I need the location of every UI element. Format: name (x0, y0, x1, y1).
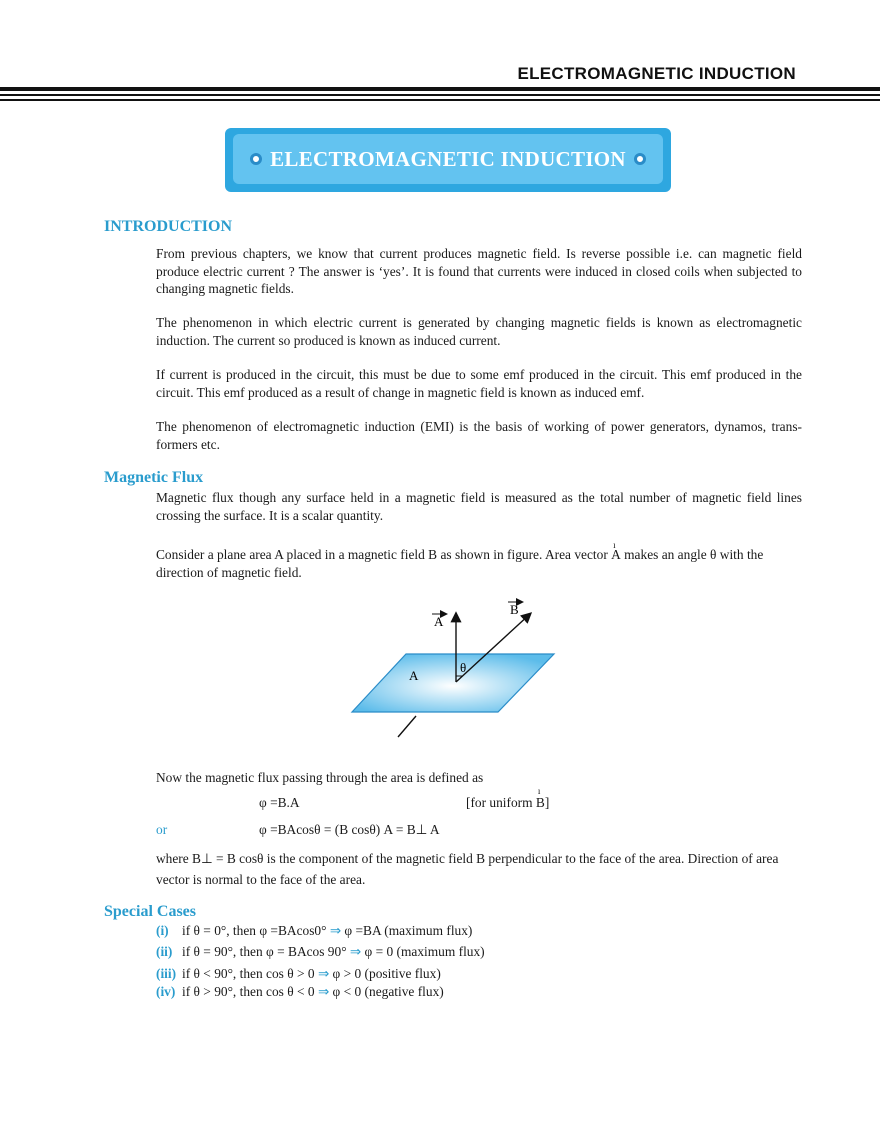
or-label: or (156, 822, 168, 837)
intro-paragraph-3: If current is produced in the circuit, this must be due to some emf produced in the circuit. This emf produced in the circuit. This emf produced as a result of change in magnetic field is known as induced emf. (156, 367, 802, 400)
flux-paragraph-2: Consider a plane area A placed in a magnetic field B as shown in figure. Area vector ı A makes an angle θ with the direction of magnetic field. (156, 546, 802, 581)
implies-arrow-icon: ⇒ (349, 944, 362, 959)
flux-paragraph-1: Magnetic flux though any surface held in a magnetic field is measured as the total number of magnetic field lines crossing the surface. It is a scalar quantity. (156, 490, 802, 523)
flux-heading: Magnetic Flux (104, 469, 204, 486)
implies-arrow-icon: ⇒ (317, 984, 330, 999)
special-case-item: (ii) if θ = 90°, then φ = BAcos 90° ⇒ φ = 0 (maximum flux) (156, 944, 485, 959)
implies-arrow-icon: ⇒ (317, 966, 330, 981)
case-label: (iv) (156, 984, 176, 999)
bullet-icon (634, 153, 646, 165)
field-line-lower (398, 716, 416, 737)
theta-label: θ (460, 660, 467, 675)
running-header: ELECTROMAGNETIC INDUCTION (517, 64, 796, 83)
area-plane (352, 654, 554, 712)
intro-paragraph-2: The phenomenon in which electric current is generated by changing magnetic fields is known as electromagnetic induction. The current so produced is known as induced current. (156, 315, 802, 348)
flux-equation-2: φ =BAcosθ = (B cosθ) A = B⊥ A (259, 822, 440, 837)
flux-equation-1: φ =B.A (259, 795, 300, 810)
header-rules (0, 87, 880, 101)
special-case-item: (iii) if θ < 90°, then cos θ > 0 ⇒ φ > 0 (positive flux) (156, 966, 441, 981)
implies-arrow-icon: ⇒ (329, 923, 342, 938)
special-case-item: (i) if θ = 0°, then φ =BAcos0° ⇒ φ =BA (maximum flux) (156, 923, 473, 938)
case-label: (ii) (156, 944, 173, 959)
case-label: (iii) (156, 966, 177, 981)
special-case-item: (iv) if θ > 90°, then cos θ < 0 ⇒ φ < 0 (negative flux) (156, 984, 444, 999)
special-cases-heading: Special Cases (104, 903, 196, 920)
case-label: (i) (156, 923, 169, 938)
chapter-banner (225, 128, 671, 192)
intro-paragraph-1: From previous chapters, we know that current produces magnetic field. Is reverse possible i.e. can magnetic field produce electric current ? The answer is ‘yes’. It is found that currents were induced in closed coils when subjected to changing magnetic fields. (156, 246, 802, 296)
flux-paragraph-3: Now the magnetic flux passing through the area is defined as (156, 770, 484, 785)
chapter-title: ELECTROMAGNETIC INDUCTION (270, 146, 626, 171)
bullet-icon (250, 153, 262, 165)
area-label: A (409, 668, 419, 683)
flux-equation-1-note: [for uniform ı B] (466, 795, 549, 811)
field-vector-label: B (510, 602, 519, 617)
intro-paragraph-4: The phenomenon of electromagnetic induction (EMI) is the basis of working of power generators, dynamos, trans-formers etc. (156, 419, 802, 452)
flux-paragraph-4: where B⊥ = B cosθ is the component of the magnetic field B perpendicular to the face of the area. Direction of area vector is normal to the face of the area. (156, 851, 779, 887)
intro-heading: INTRODUCTION (104, 218, 233, 235)
flux-diagram (346, 596, 560, 742)
area-vector-label: A (434, 614, 444, 629)
